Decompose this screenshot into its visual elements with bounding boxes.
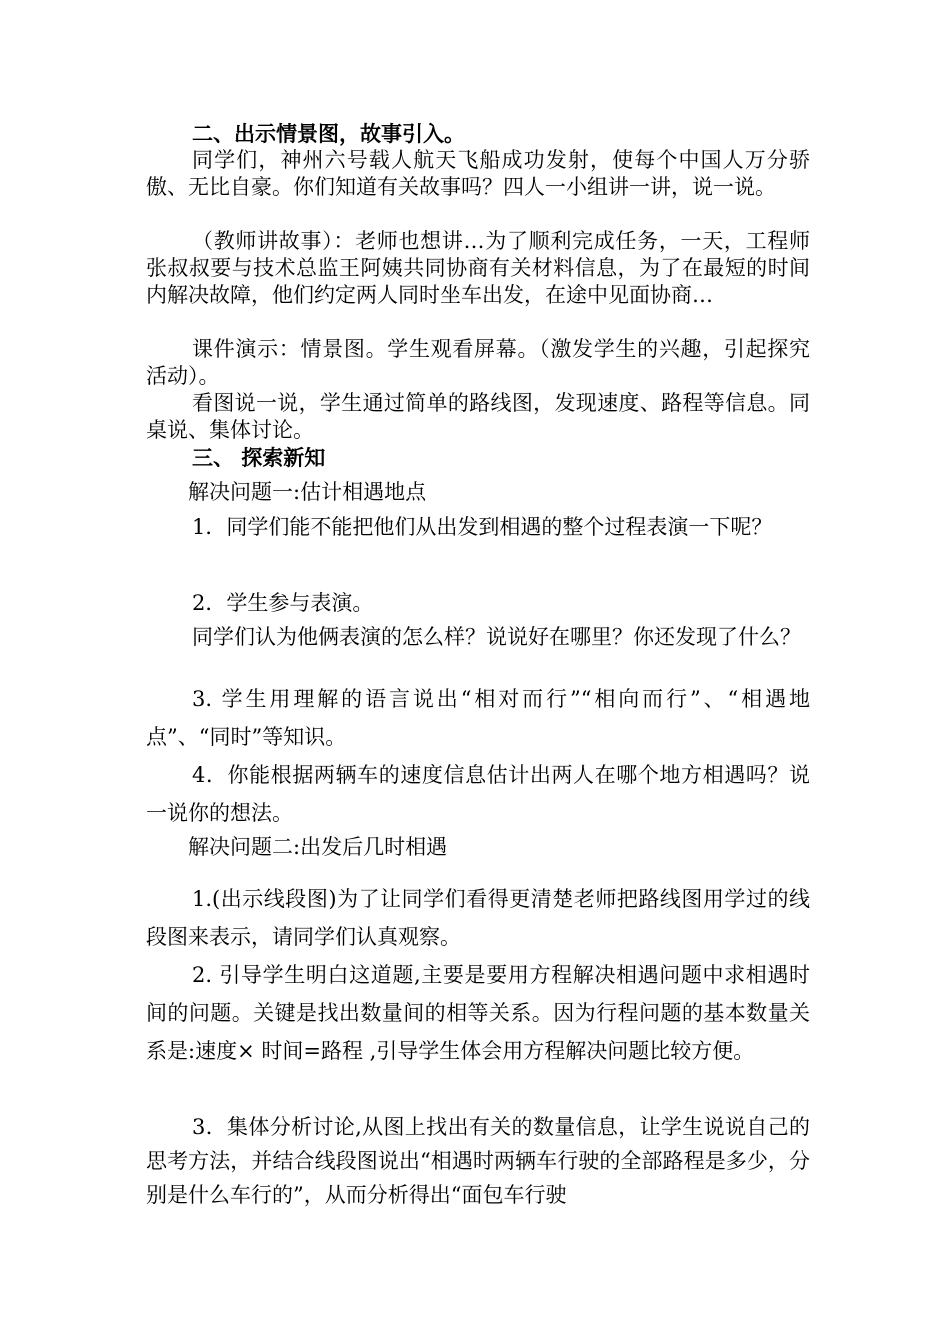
problem-one-item-4: 4．你能根据两辆车的速度信息估计出两人在哪个地方相遇吗？说一说你的想法。 [146, 763, 810, 825]
problem-one-title: 解决问题一:估计相遇地点 [188, 480, 427, 504]
section-three-heading: 三、 探索新知 [192, 445, 326, 470]
problem-two-item-3: 3．集体分析讨论,从图上找出有关的数量信息，让学生说说自己的思考方法，并结合线段图说出“相遇时两辆车行驶的全部路程是多少，分别是什么车行的”，从而分析得出“面包车行驶 [146, 1115, 810, 1207]
paragraph-story-intro: 同学们，神州六号载人航天飞船成功发射，使每个中国人万分骄傲、无比自豪。你们知道有关故事吗？四人一小组讲一讲，说一说。 [146, 148, 810, 199]
problem-one-item-1: 1．同学们能不能把他们从出发到相遇的整个过程表演一下呢？ [192, 515, 773, 539]
problem-two-item-2: 2. 引导学生明白这道题,主要是要用方程解决相遇问题中求相遇时间的问题。关键是找出数量间的相等关系。因为行程问题的基本数量关系是:速度× 时间=路程 ,引导学生体会用方程解决问题比较方便。 [146, 963, 810, 1063]
problem-one-item-2: 2．学生参与表演。 [192, 591, 374, 615]
paragraph-courseware-demo: 课件演示：情景图。学生观看屏幕。（激发学生的兴趣，引起探究活动）。 [146, 337, 810, 388]
paragraph-look-and-say: 看图说一说，学生通过简单的路线图，发现速度、路程等信息。同桌说、集体讨论。 [146, 391, 810, 442]
problem-two-title: 解决问题二:出发后几时相遇 [188, 835, 448, 859]
section-two-heading: 二、出示情景图，故事引入。 [192, 121, 465, 146]
problem-one-item-2-followup: 同学们认为他俩表演的怎么样？说说好在哪里？你还发现了什么？ [192, 625, 801, 649]
problem-one-item-3: 3. 学生用理解的语言说出“相对而行”“相向而行”、“相遇地点”、“同时”等知识。 [146, 687, 810, 749]
problem-two-item-1: 1.(出示线段图)为了让同学们看得更清楚老师把路线图用学过的线段图来表示，请同学们认真观察。 [146, 887, 810, 949]
paragraph-teacher-story: （教师讲故事）：老师也想讲…为了顺利完成任务，一天，工程师张叔叔要与技术总监王阿姨共同协商有关材料信息，为了在最短的时间内解决故障，他们约定两人同时坐车出发，在途中见面协商… [146, 229, 810, 307]
